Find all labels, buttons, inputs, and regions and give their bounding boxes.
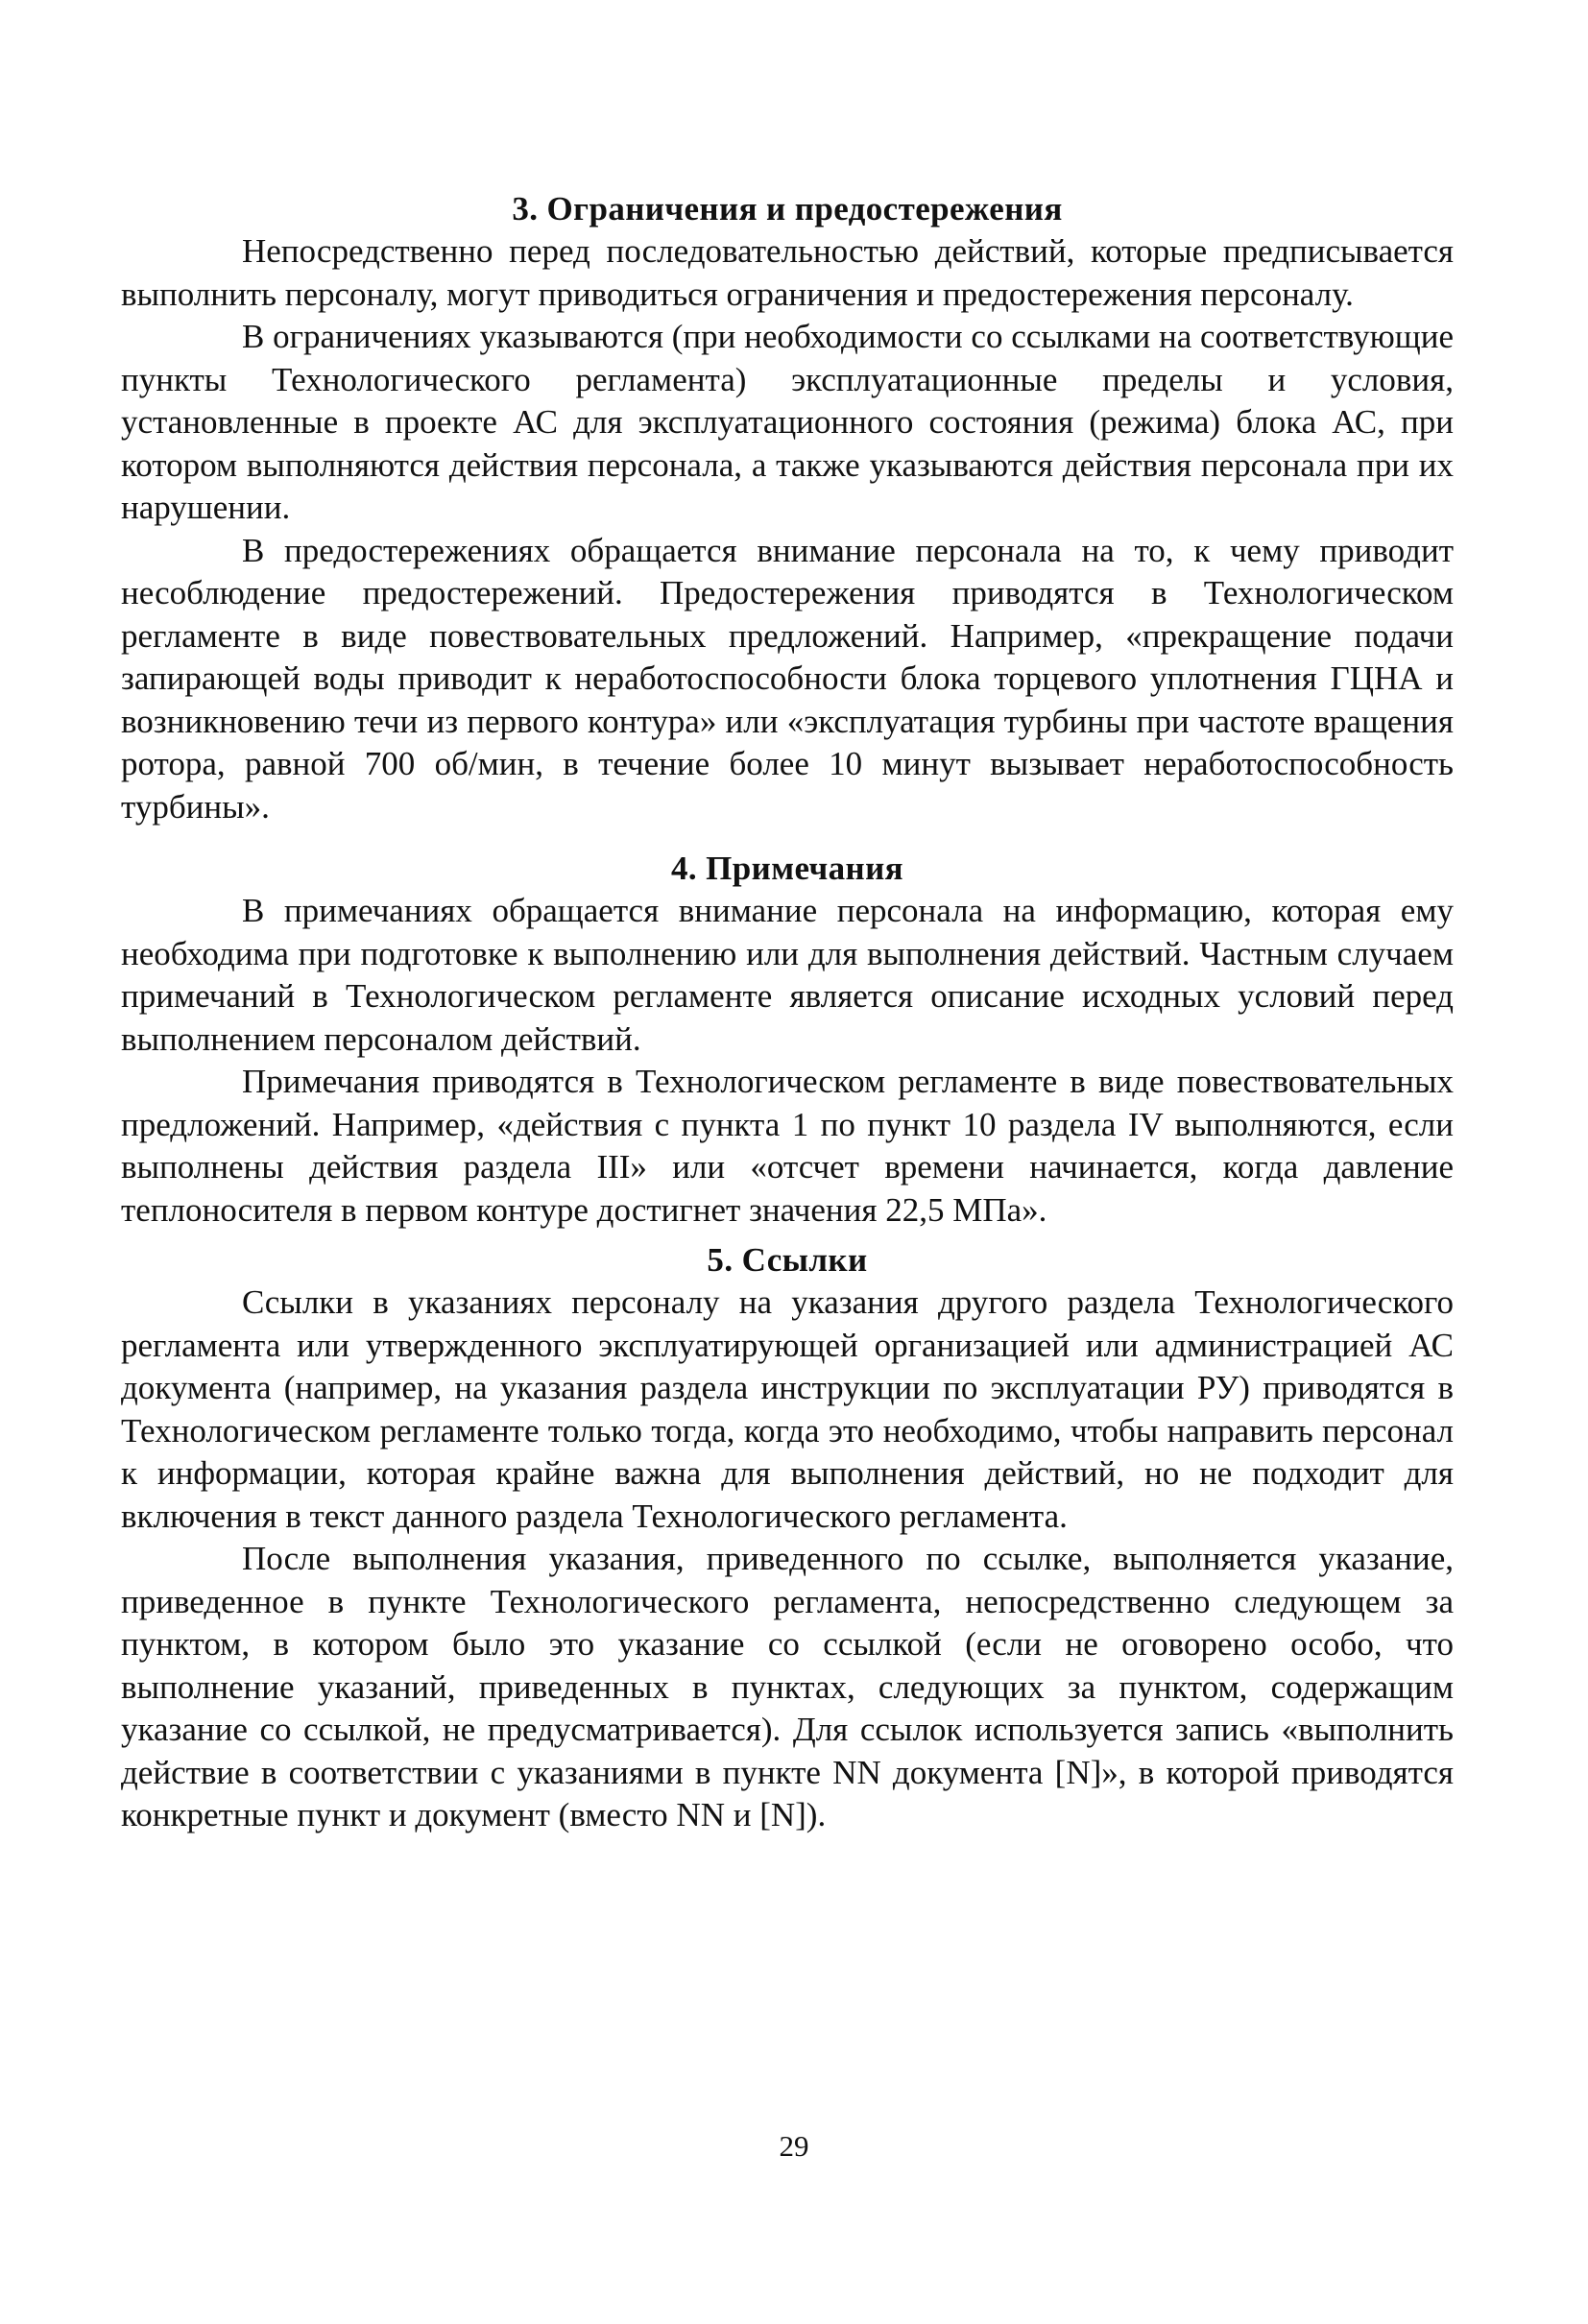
section-references [121, 1239, 1454, 1837]
paragraph: В ограничениях указываются (при необходимости со ссылками на соответствующие пункты Технологического регламента) эксплуатационные пределы и условия, установленные в проекте АС для эксплуатационного состояния (режима) блока АС, при котором выполняются действия персонала, а также указываются действия персонала при их нарушении. [121, 318, 1454, 526]
paragraph: После выполнения указания, приведенного по ссылке, выполняется указание, приведенное в пункте Технологического регламента, непосредственно следующем за пунктом, в котором было это указание со ссылкой (если не оговорено особо, что выполнение указаний, приведенных в пунктах, следующих за пунктом, содержащим указание со ссылкой, не предусматривается). Для ссылок используется запись «выполнить действие в соответствии с указаниями в пункте NN документа [N]», в которой приводятся конкретные пункт и документ (вместо NN и [N]). [121, 1540, 1454, 1833]
paragraph: В предостережениях обращается внимание персонала на то, к чему приводит несоблюдение предостережений. Предостережения приводятся в Технологическом регламенте в виде повествовательных предложений. Например, «прекращение подачи запирающей воды приводит к неработоспособности блока торцевого уплотнения ГЦНА и возникновению течи из первого контура» или «эксплуатация турбины при частоте вращения ротора, равной 700 об/мин, в течение более 10 минут вызывает неработоспособность турбины». [121, 531, 1454, 826]
page-content [121, 188, 1454, 1837]
paragraph: Непосредственно перед последовательностью действий, которые предписывается выполнить персоналу, могут приводиться ограничения и предостережения персоналу. [121, 232, 1454, 313]
paragraph: Примечания приводятся в Технологическом регламенте в виде повествовательных предложений. Например, «действия с пункта 1 по пункт 10 раздела IV выполняются, если выполнены действия раздела III» или «отсчет времени начинается, когда давление теплоносителя в первом контуре достигнет значения 22,5 МПа». [121, 1063, 1454, 1229]
section-heading: 3. Ограничения и предостережения [512, 190, 1063, 228]
paragraph: Ссылки в указаниях персоналу на указания другого раздела Технологического регламента или утвержденного эксплуатирующей организацией или администрацией АС документа (например, на указания раздела инструкции по эксплуатации РУ) приводятся в Технологическом регламенте только тогда, когда это необходимо, чтобы направить персонал к информации, которая крайне важна для выполнения действий, но не подходит для включения в текст данного раздела Технологического регламента. [121, 1283, 1454, 1535]
section-restrictions [121, 188, 1454, 828]
section-heading: 5. Ссылки [707, 1241, 868, 1279]
section-heading: 4. Примечания [670, 850, 904, 887]
section-notes [121, 848, 1454, 1232]
paragraph: В примечаниях обращается внимание персонала на информацию, которая ему необходима при подготовке к выполнению или для выполнения действий. Частным случаем примечаний в Технологическом регламенте является описание исходных условий перед выполнением персоналом действий. [121, 892, 1454, 1058]
page-number: 29 [779, 2129, 809, 2163]
